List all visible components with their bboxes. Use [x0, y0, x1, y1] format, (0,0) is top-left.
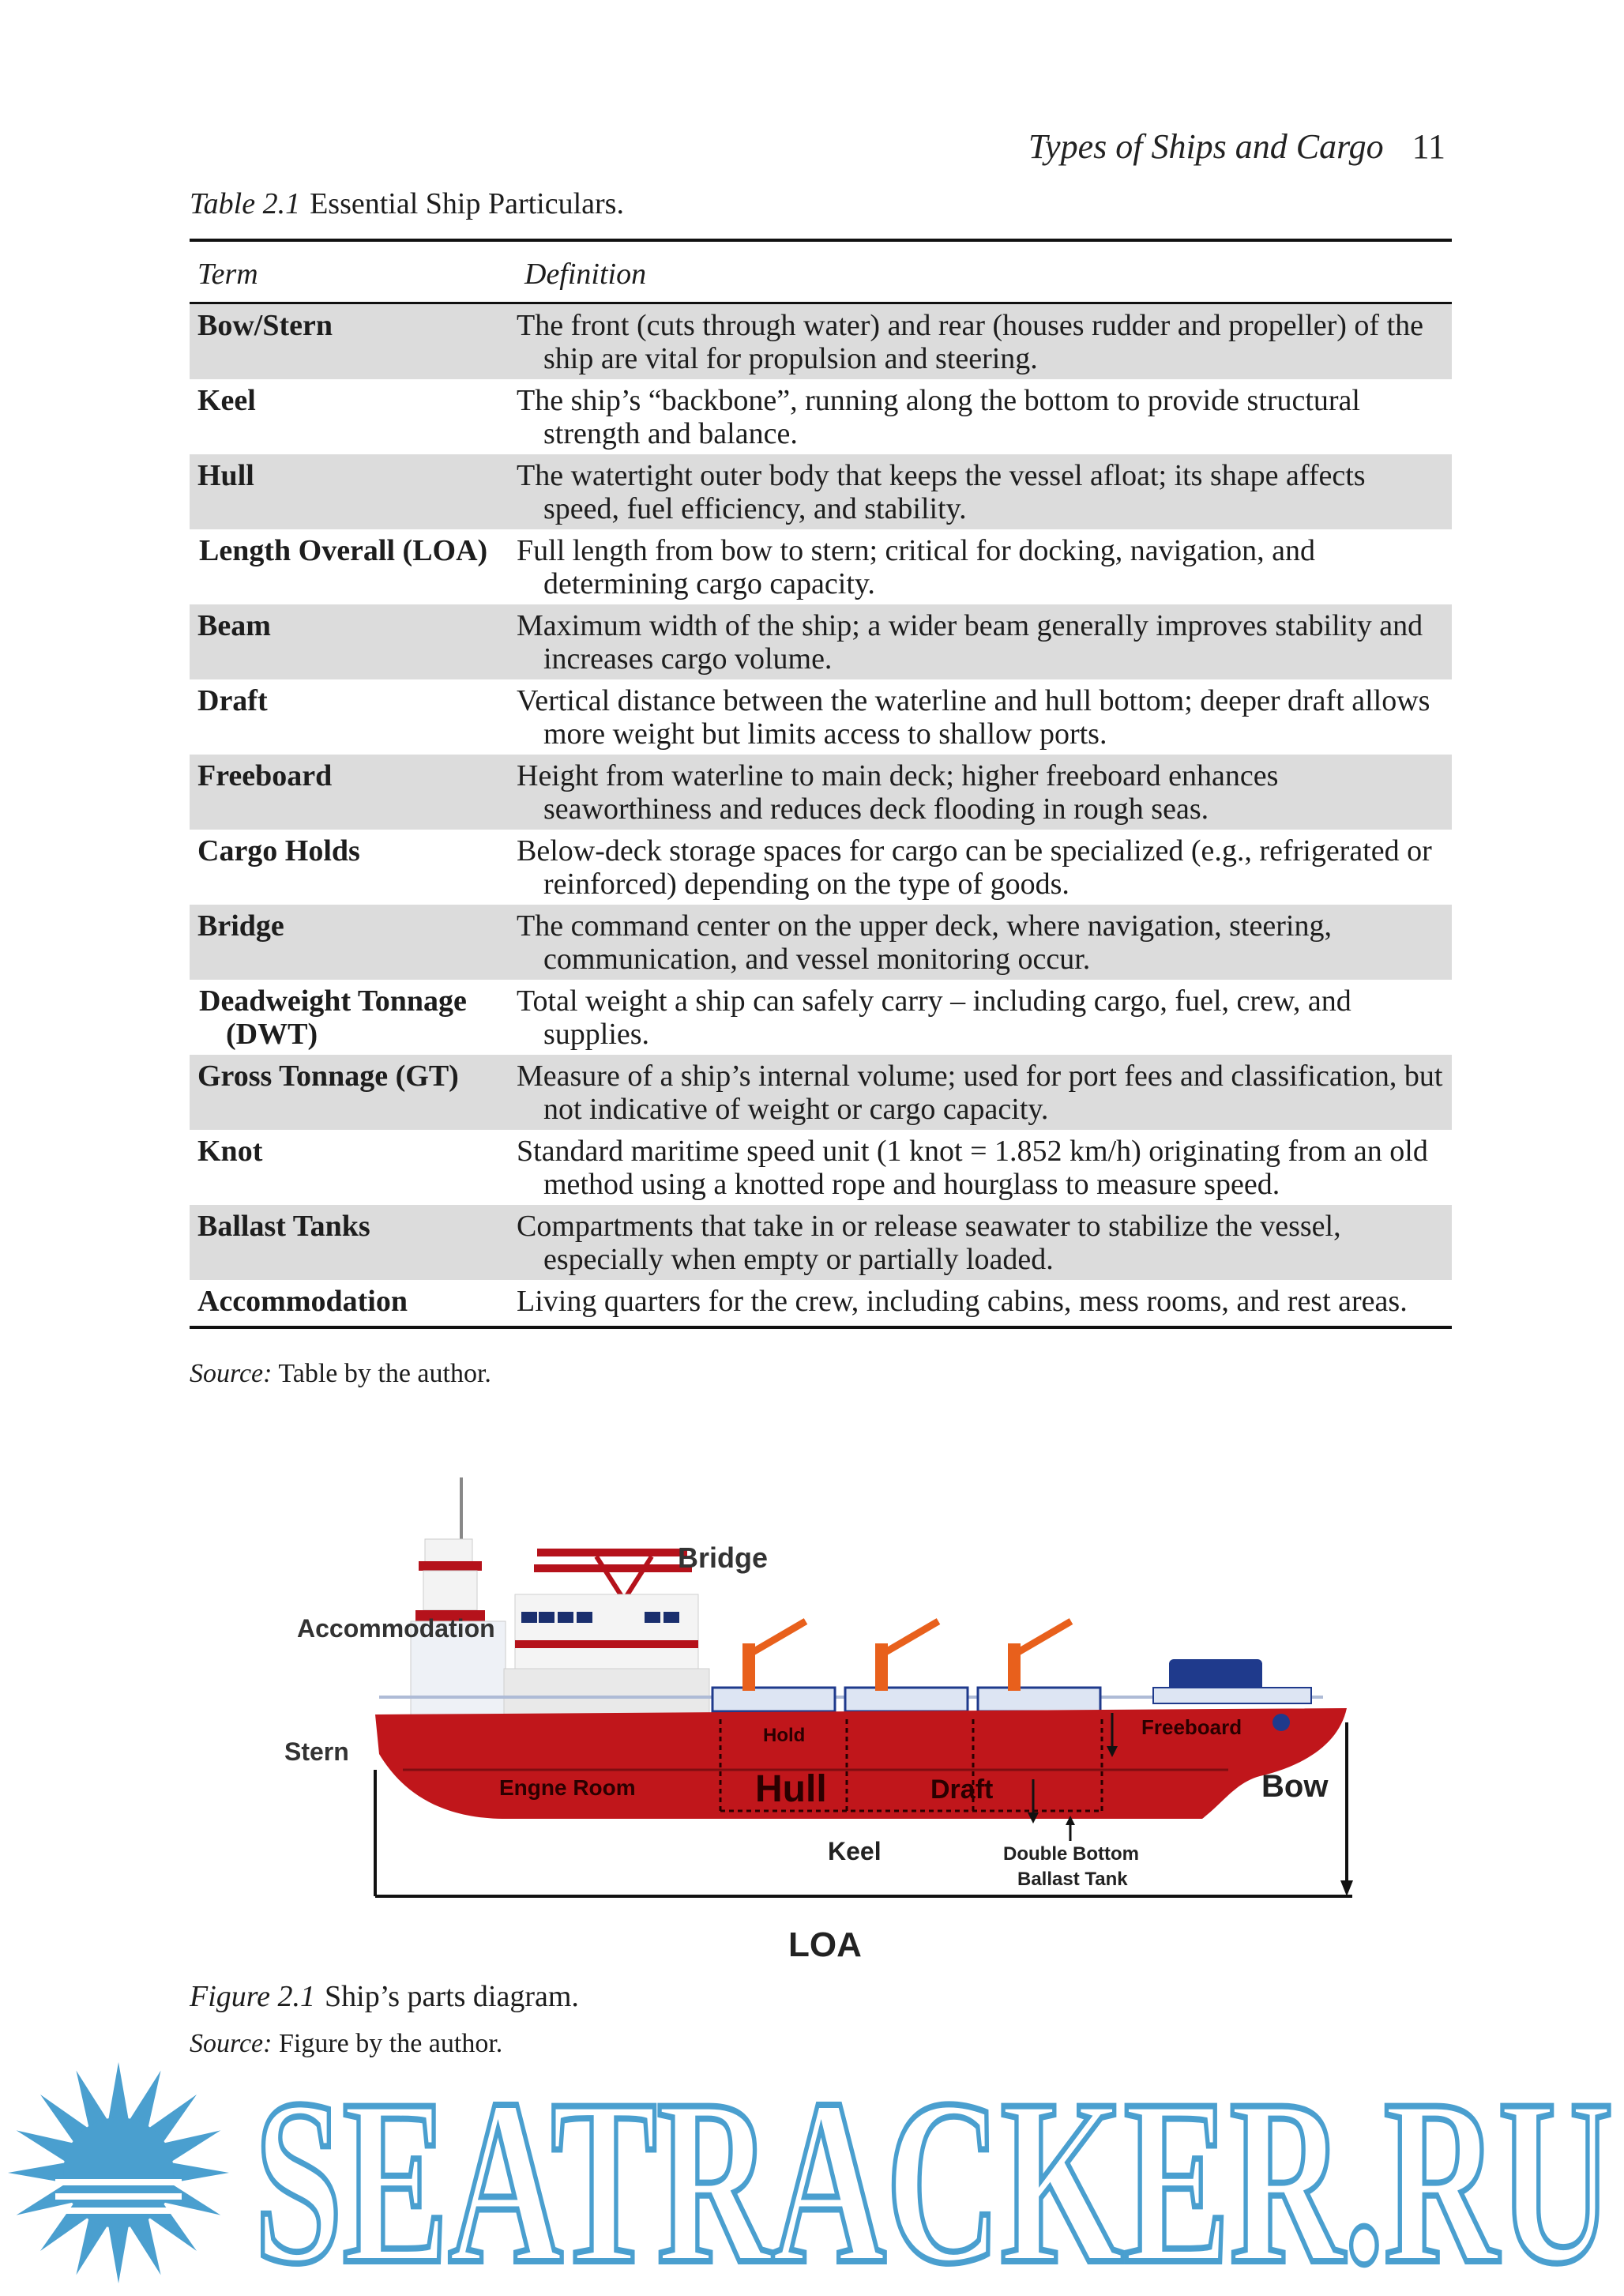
table-source [190, 1359, 491, 1389]
label-ballast-tank: Ballast Tank [1017, 1869, 1128, 1890]
table-row [190, 755, 1452, 830]
figure-caption-text: Ship’s parts diagram. [325, 1980, 579, 2013]
label-keel: Keel [828, 1837, 882, 1865]
label-bow: Bow [1261, 1769, 1329, 1804]
table-caption-label: Table 2.1 [190, 187, 301, 220]
seatracker-watermark [0, 2054, 1624, 2296]
definition-cell: The watertight outer body that keeps the vessel afloat; its shape affects speed, fuel efficiency, and stability. [517, 454, 1452, 529]
definition-cell: The front (cuts through water) and rear (houses rudder and propeller) of the ship are vital for propulsion and steering. [517, 303, 1452, 380]
definition-cell: Total weight a ship can safely carry – including cargo, fuel, crew, and supplies. [517, 984, 1351, 1051]
term-cell: Length Overall (LOA) [199, 534, 488, 567]
term-cell: Cargo Holds [197, 834, 360, 868]
table-caption-text: Essential Ship Particulars. [310, 187, 624, 220]
label-accommodation: Accommodation [297, 1614, 495, 1643]
cargo-cranes [742, 1621, 1071, 1691]
bridge-superstructure [504, 1549, 709, 1721]
definition-cell: Full length from bow to stern; critical for docking, navigation, and determining cargo capacity. [517, 534, 1316, 600]
term-cell: Freeboard [190, 755, 517, 830]
table-row [190, 980, 1452, 1055]
accommodation-tower [411, 1477, 506, 1716]
term-cell: Knot [197, 1135, 263, 1168]
ship-parts-diagram [284, 1454, 1374, 1975]
watermark-text: SEATRACKER.RU [254, 2054, 1613, 2296]
term-cell: Bridge [190, 905, 517, 980]
term-cell: Accommodation [190, 1280, 517, 1327]
term-cell: Gross Tonnage (GT) [190, 1055, 517, 1130]
definition-cell: Vertical distance between the waterline and hull bottom; deeper draft allows more weight but limits access to shallow ports. [517, 684, 1430, 751]
term-cell: Keel [197, 384, 256, 417]
label-freeboard: Freeboard [1141, 1715, 1242, 1739]
table-row [190, 679, 1452, 755]
ship-particulars-table [190, 239, 1452, 1329]
table-caption [190, 186, 624, 221]
label-double-bottom: Double Bottom [1003, 1843, 1139, 1865]
table-row [190, 1205, 1452, 1280]
label-engine-room: Engne Room [499, 1775, 636, 1800]
definition-cell: Living quarters for the crew, including cabins, mess rooms, and rest areas. [517, 1280, 1452, 1327]
definition-cell: Standard maritime speed unit (1 knot = 1.852 km/h) originating from an old method using a knotted rope and hourglass to measure speed. [517, 1135, 1428, 1201]
definition-cell: Measure of a ship’s internal volume; used for port fees and classification, but not indicative of weight or cargo capacity. [517, 1055, 1452, 1130]
definition-cell: Maximum width of the ship; a wider beam generally improves stability and increases cargo volume. [517, 604, 1452, 679]
label-loa: LOA [788, 1925, 862, 1964]
header-term: Term [190, 240, 517, 303]
table-row [190, 529, 1452, 604]
table-row [190, 604, 1452, 679]
label-hold: Hold [763, 1725, 806, 1746]
table-row [190, 905, 1452, 980]
table-row [190, 303, 1452, 380]
definition-cell: The command center on the upper deck, where navigation, steering, communication, and vessel monitoring occur. [517, 905, 1452, 980]
label-hull: Hull [755, 1768, 827, 1810]
figure-caption [190, 1979, 579, 2014]
table-source-text: Table by the author. [278, 1359, 491, 1388]
definition-cell: Below-deck storage spaces for cargo can be specialized (e.g., refrigerated or reinforced) depending on the type of goods. [517, 834, 1432, 901]
forecastle-house [1153, 1659, 1311, 1703]
definition-cell: The ship’s “backbone”, running along the bottom to provide structural strength and balance. [517, 384, 1360, 450]
label-stern: Stern [284, 1737, 349, 1766]
definition-cell: Compartments that take in or release seawater to stabilize the vessel, especially when empty or partially loaded. [517, 1205, 1452, 1280]
term-cell: Bow/Stern [190, 303, 517, 380]
hatch-covers [712, 1688, 1100, 1711]
figure-source-text: Figure by the author. [278, 2029, 503, 2058]
term-cell: Hull [190, 454, 517, 529]
label-bridge: Bridge [678, 1541, 769, 1574]
running-head [1028, 126, 1445, 167]
table-row [190, 1055, 1452, 1130]
table-row [190, 1130, 1452, 1205]
table-row [190, 830, 1452, 905]
running-head-title: Types of Ships and Cargo [1028, 127, 1384, 166]
term-cell: Ballast Tanks [190, 1205, 517, 1280]
sun-logo-icon [8, 2062, 229, 2283]
table-source-label: Source: [190, 1359, 273, 1388]
table-row [190, 379, 1452, 454]
table-header-row [190, 240, 1452, 303]
table-row [190, 1280, 1452, 1327]
table-row [190, 454, 1452, 529]
label-draft: Draft [930, 1775, 994, 1805]
term-cell: Draft [197, 684, 268, 717]
definition-cell: Height from waterline to main deck; higher freeboard enhances seaworthiness and reduces deck flooding in rough seas. [517, 755, 1452, 830]
figure-source-label: Source: [190, 2029, 273, 2058]
term-cell: Deadweight Tonnage (DWT) [199, 984, 467, 1051]
header-definition: Definition [517, 240, 1452, 303]
term-cell: Beam [190, 604, 517, 679]
page-number: 11 [1412, 127, 1445, 166]
figure-caption-label: Figure 2.1 [190, 1980, 316, 2013]
